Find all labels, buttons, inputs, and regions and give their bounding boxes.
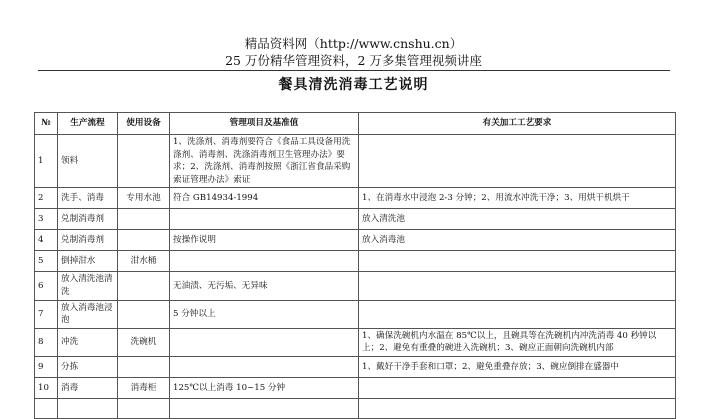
table-row [35,272,676,300]
cell-standard: 5 分钟以上 [170,300,359,328]
column-header-equipment: 使用设备 [118,113,170,135]
document-title: 餐具清洗消毒工艺说明 [278,77,429,93]
cell-process: 放入消毒池浸泡 [58,300,118,328]
cell-number: 2 [35,188,58,209]
table-header-row [35,113,676,135]
site-header-line1: 精品资料网（http://www.cnshu.cn） [244,36,463,51]
column-header-number: № [35,113,58,135]
cell-process: 冲洗 [58,328,118,356]
cell-equipment [118,272,170,300]
column-header-process: 生产流程 [58,113,118,135]
cell-process: 领料 [58,135,118,188]
cell-equipment: 专用水池 [118,188,170,209]
table-row [35,209,676,230]
cell-equipment [118,135,170,188]
cell-standard [170,398,359,418]
cell-requirement [359,251,676,272]
cell-standard [170,251,359,272]
cell-process: 倒掉泔水 [58,251,118,272]
cell-equipment [118,230,170,251]
cell-number: 1 [35,135,58,188]
cell-requirement [359,272,676,300]
process-table [34,112,676,419]
header-divider [38,70,670,71]
cell-requirement [359,398,676,418]
cell-process: 消毒 [58,377,118,398]
cell-equipment: 泔水桶 [118,251,170,272]
cell-standard [170,209,359,230]
table-row [35,251,676,272]
cell-equipment [118,398,170,418]
table-row [35,356,676,377]
cell-process: 放入清洗池清洗 [58,272,118,300]
site-header-line2: 25 万份精华管理资料，2 万多集管理视频讲座 [225,53,482,68]
cell-number: 8 [35,328,58,356]
cell-number [35,398,58,418]
cell-process: 兑制消毒剂 [58,230,118,251]
cell-standard: 无油渍、无污垢、无异味 [170,272,359,300]
cell-number: 3 [35,209,58,230]
cell-standard: 125℃以上消毒 10~15 分钟 [170,377,359,398]
cell-number: 6 [35,272,58,300]
table-row [35,230,676,251]
table-row [35,328,676,356]
cell-requirement: 放入清洗池 [359,209,676,230]
cell-equipment [118,209,170,230]
table-row [35,398,676,418]
cell-equipment: 消毒柜 [118,377,170,398]
cell-process [58,398,118,418]
cell-requirement [359,135,676,188]
cell-standard [170,328,359,356]
table-row [35,135,676,188]
cell-requirement: 放入消毒池 [359,230,676,251]
cell-number: 4 [35,230,58,251]
cell-standard [170,356,359,377]
cell-number: 9 [35,356,58,377]
table-row [35,300,676,328]
cell-requirement [359,377,676,398]
cell-standard: 符合 GB14934-1994 [170,188,359,209]
cell-number: 10 [35,377,58,398]
cell-process: 兑制消毒剂 [58,209,118,230]
cell-requirement: 1、确保洗碗机内水温在 85℃以上，且碗具等在洗碗机内冲洗消毒 40 秒钟以上；2、避免有重叠的碗进入洗碗机；3、碗应正面朝向洗碗机内部 [359,328,676,356]
cell-process: 分拣 [58,356,118,377]
cell-standard: 1、洗涤剂、消毒剂要符合《食品工具设备用洗涤剂、消毒剂、洗涤消毒剂卫生管理办法》要求；2、洗涤剂、消毒剂按照《浙江省食品采购索证管理办法》索证 [170,135,359,188]
cell-standard: 按操作说明 [170,230,359,251]
cell-requirement [359,300,676,328]
cell-requirement: 1、在消毒水中浸泡 2-3 分钟；2、用流水冲洗干净；3、用烘干机烘干 [359,188,676,209]
table-row [35,188,676,209]
cell-equipment: 洗碗机 [118,328,170,356]
cell-equipment [118,356,170,377]
cell-equipment [118,300,170,328]
table-row [35,377,676,398]
cell-requirement: 1、戴好干净手套和口罩；2、避免重叠存放；3、碗应倒排在盛器中 [359,356,676,377]
cell-number: 5 [35,251,58,272]
column-header-standard: 管理项目及基准值 [170,113,359,135]
cell-number: 7 [35,300,58,328]
column-header-requirement: 有关加工工艺要求 [359,113,676,135]
cell-process: 洗手、消毒 [58,188,118,209]
